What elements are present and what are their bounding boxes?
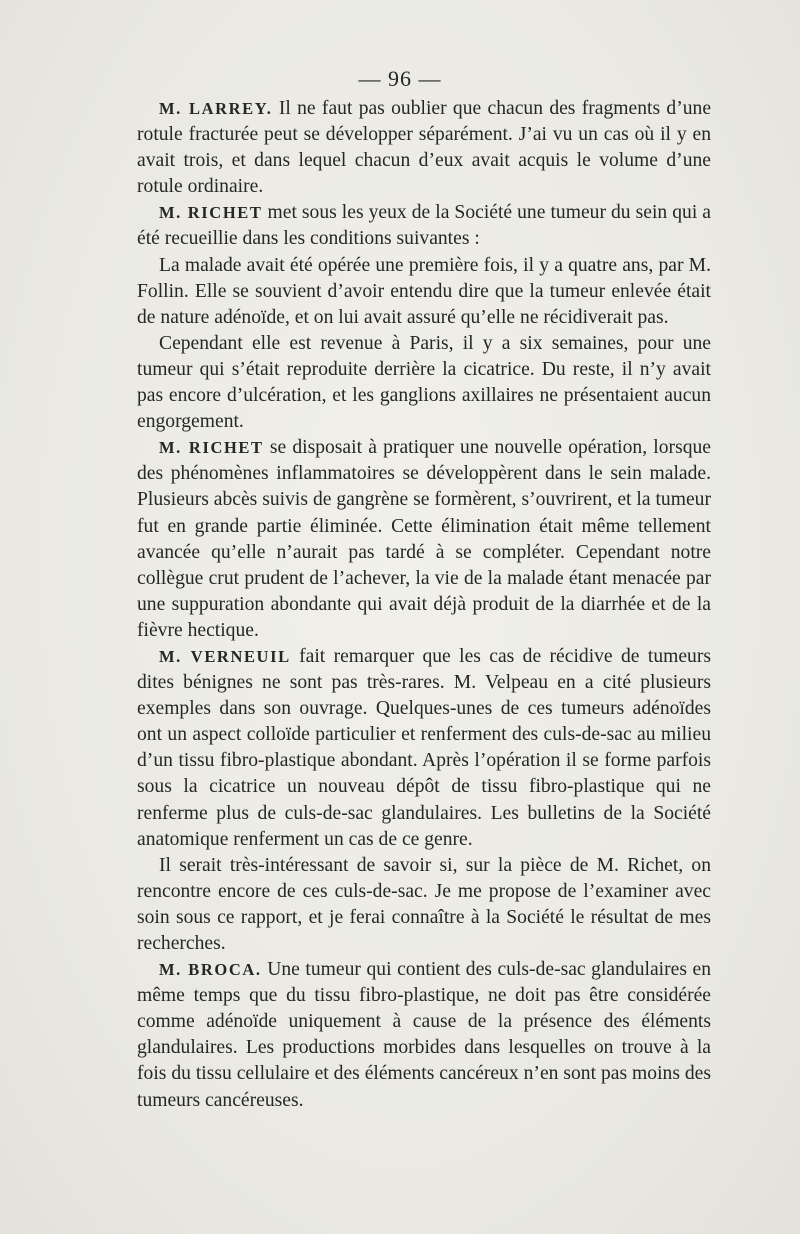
speaker-name: M. RICHET	[159, 438, 264, 458]
paragraph-text: fait remarquer que les cas de récidive de tumeurs dites bénignes ne sont pas très-rares. M. Velpeau en a cité plusieurs exemples dans son ouvrage. Quelques-unes de ces tumeurs adénoïdes ont un aspect colloïde particulier et renferment des culs-de-sac au milieu d’un tissu fibro-plastique abondant. Après l’opération il se forme parfois sous la cicatrice un nouveau dépôt de tissu fibro-plastique qui ne renferme plus de culs-de-sac glandulaires. Les bulletins de la Société anatomique renferment un cas de ce genre.	[137, 645, 711, 850]
speaker-name: M. BROCA.	[159, 960, 262, 980]
speaker-name: M. LARREY.	[159, 99, 273, 118]
paragraph-verneuil-followup	[137, 853, 711, 957]
paragraph-text: se disposait à pratiquer une nouvelle opération, lorsque des phénomènes inflammatoires se développèrent dans le sein malade. Plusieurs abcès suivis de gangrène se formèrent, s’ouvrirent, et la tumeur fut en grande partie éliminée. Cette élimination était même tellement avancée qu’elle n’aurait pas tardé à se compléter. Cependant notre collègue crut prudent de l’achever, la vie de la malade étant menacée par une suppuration abondante qui avait déjà produit de la diarrhée et de la fièvre hectique.	[137, 437, 711, 641]
paragraph-text: met sous les yeux de la Société une tumeur du sein qui a été recueillie dans les conditions suivantes :	[137, 202, 711, 250]
speaker-name: M. VERNEUIL	[159, 646, 291, 666]
paragraph-broca	[137, 957, 711, 1114]
paragraph-richet-operation	[137, 435, 711, 644]
paragraph-text: La malade avait été opérée une première fois, il y a quatre ans, par M. Follin. Elle se souvient d’avoir entendu dire que la tumeur enlevée était de nature adénoïde, et on lui avait assuré qu’elle ne récidiverait pas.	[137, 254, 711, 328]
paragraph-verneuil	[137, 644, 711, 853]
paragraph-text: Il ne faut pas oublier que chacun des fragments d’une rotule fracturée peut se développer séparément. J’ai vu un cas où il y en avait trois, et dans lequel chacun d’eux avait acquis le volume d’une rotule ordinaire.	[137, 98, 712, 198]
page-number: — 96 —	[358, 66, 442, 91]
paragraph-text: Il serait très-intéressant de savoir si, sur la pièce de M. Richet, on rencontre encore de ces culs-de-sac. Je me propose de l’examiner avec soin sous ce rapport, et je ferai connaître à la Société le résultat de mes recherches.	[137, 854, 711, 954]
paragraph-richet-intro	[137, 200, 711, 252]
paragraph-case-history	[137, 253, 711, 331]
paragraph-text: Une tumeur qui contient des culs-de-sac glandulaires en même temps que du tissu fibro-plastique, ne doit pas être considérée comme adénoïde uniquement à cause de la présence des éléments glandulaires. Les productions morbides dans lesquelles on trouve à la fois du tissu cellulaire et des éléments cancéreux n’en sont pas moins des tumeurs cancéreuses.	[137, 959, 712, 1111]
page-body	[137, 96, 711, 1114]
paragraph-text: Cependant elle est revenue à Paris, il y a six semaines, pour une tumeur qui s’était reproduite derrière la cicatrice. Du reste, il n’y avait pas encore d’ulcération, et les ganglions axillaires ne présentaient aucun engorgement.	[137, 332, 711, 433]
paragraph-recurrence	[137, 331, 711, 435]
paragraph-larrey	[137, 96, 711, 200]
speaker-name: M. RICHET	[159, 203, 263, 223]
